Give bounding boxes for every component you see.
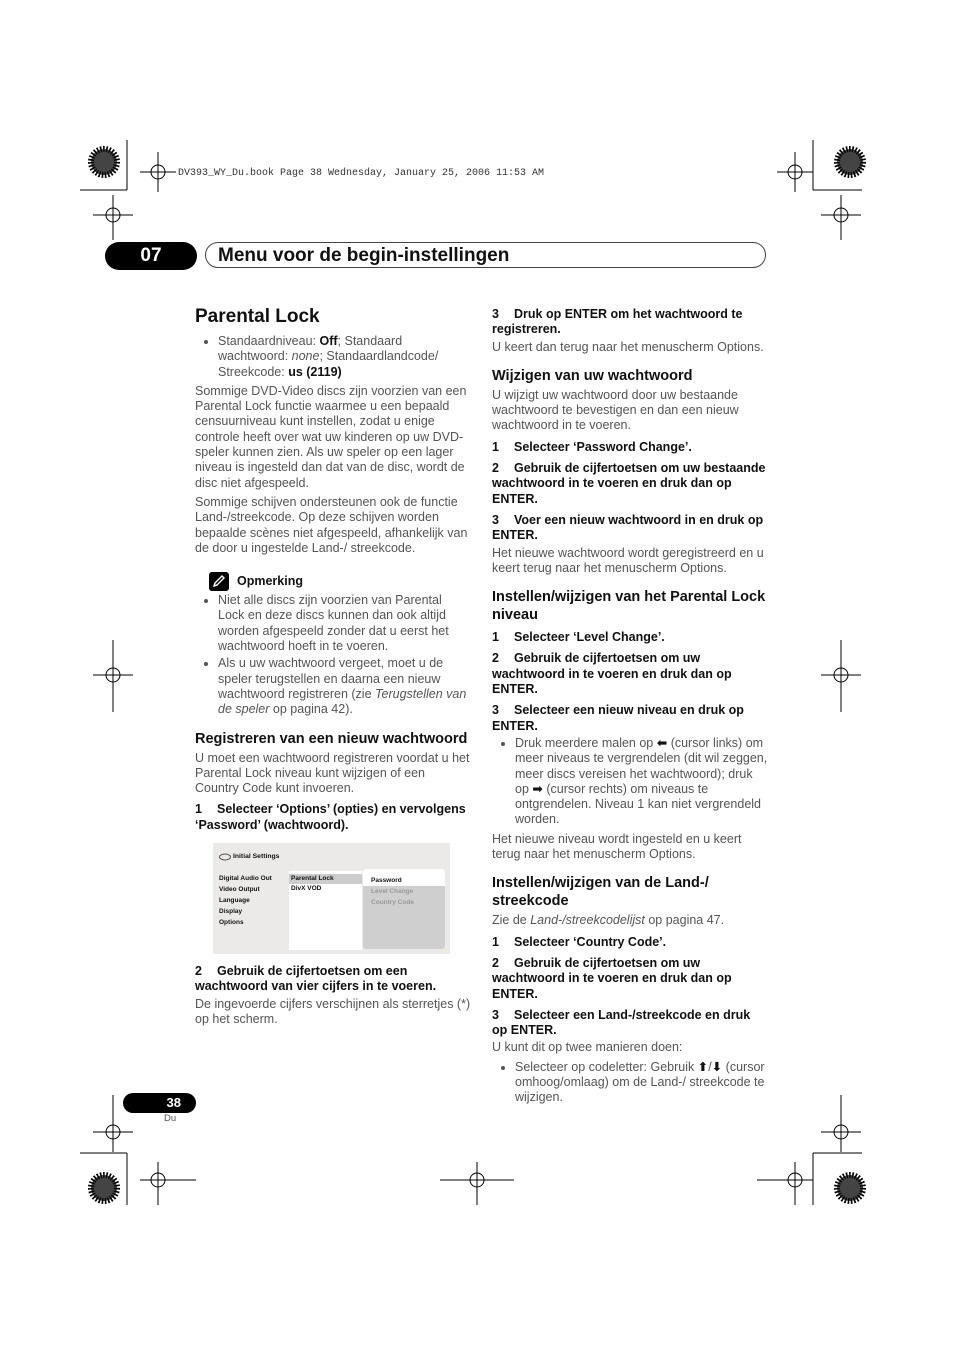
arrow-right-icon: ➡ bbox=[532, 781, 543, 796]
step bbox=[492, 440, 768, 455]
level-bullet bbox=[515, 736, 768, 828]
option-item: Level Change bbox=[371, 888, 414, 896]
submenu-item: Parental Lock bbox=[289, 874, 362, 884]
text: ; Standaard wachtwoord: bbox=[218, 334, 403, 364]
subheading-level: Instellen/wijzigen van het Parental Lock niveau bbox=[492, 589, 766, 624]
settings-screenshot bbox=[213, 843, 450, 954]
subheading-country: Instellen/wijzigen van de Land-/ streekcode bbox=[492, 875, 709, 910]
menu-item: Language bbox=[219, 897, 250, 905]
paragraph: Het nieuwe wachtwoord wordt geregistreerd en u keert terug naar het menuscherm Options. bbox=[492, 545, 764, 575]
step bbox=[492, 935, 768, 950]
chapter-number: 07 bbox=[105, 242, 197, 270]
step-number: 1 bbox=[492, 630, 499, 645]
step-number: 2 bbox=[195, 964, 202, 979]
step-text: Selecteer ‘Level Change’. bbox=[514, 630, 665, 645]
step-text: Gebruik de cijfertoetsen om uw wachtwoord in te voeren en druk dan op ENTER. bbox=[492, 651, 732, 697]
note-item: • Niet alle discs zijn voorzien van Parental Lock en deze discs kunnen dan ook altijd worden afgespeeld zonder dat u eerst het wachtwoord hoeft in te voeren. bbox=[218, 593, 471, 654]
step-text: Gebruik de cijfertoetsen om uw wachtwoord in te voeren en druk dan op ENTER. bbox=[492, 955, 732, 1001]
option-item: Country Code bbox=[371, 899, 414, 907]
step-number: 3 bbox=[492, 1007, 499, 1022]
step-text: Selecteer een Land-/streekcode en druk op ENTER. bbox=[492, 1007, 751, 1038]
text: (cursor omhoog/omlaag) om de Land-/ streekcode te wijzigen. bbox=[515, 1059, 765, 1105]
defaults-list bbox=[195, 334, 471, 380]
paragraph: U wijzigt uw wachtwoord door uw bestaande wachtwoord te bevestigen en dan een nieuw wachtwoord in te voeren. bbox=[492, 387, 739, 433]
page-number: 38 bbox=[123, 1093, 196, 1113]
step-text: Gebruik de cijfertoetsen om een wachtwoord van vier cijfers in te voeren. bbox=[195, 964, 437, 994]
paragraph bbox=[492, 913, 768, 928]
paragraph: Het nieuwe niveau wordt ingesteld en u keert terug naar het menuscherm Options. bbox=[492, 831, 742, 862]
disc-icon bbox=[219, 853, 231, 861]
step-text: Druk op ENTER om het wachtwoord te registreren. bbox=[492, 307, 743, 337]
step-number: 2 bbox=[492, 651, 499, 666]
step-number: 3 bbox=[492, 307, 499, 321]
step bbox=[492, 1008, 768, 1039]
note-pencil-icon bbox=[209, 572, 229, 591]
note-item bbox=[218, 656, 471, 717]
link-reference: Land-/streekcodelijst bbox=[530, 913, 645, 928]
arrow-up-icon: ⬆ bbox=[697, 1059, 709, 1074]
submenu-item: DivX VOD bbox=[291, 885, 322, 893]
step-text: Voer een nieuw wachtwoord in en druk op ENTER. bbox=[492, 512, 764, 543]
note-title: Opmerking bbox=[237, 574, 303, 588]
step-number: 1 bbox=[492, 934, 499, 949]
paragraph: U keert dan terug naar het menuscherm Options. bbox=[492, 339, 764, 354]
text: (cursor links) om meer niveaus te vergrendelen (dit wil zeggen, meer discs vereisen het wachtwoord); druk op bbox=[515, 735, 768, 796]
note-heading bbox=[209, 572, 471, 591]
menu-item: Video Output bbox=[219, 886, 260, 894]
screen-title bbox=[219, 849, 279, 864]
note-list bbox=[195, 593, 471, 717]
text: Als u uw wachtwoord vergeet, moet u de speler terugstellen en daarna een nieuw wachtwoord registreren (zie bbox=[218, 656, 444, 701]
option-item: Password bbox=[363, 875, 445, 886]
subheading-change: Wijzigen van uw wachtwoord bbox=[492, 367, 693, 384]
bold-text: Off bbox=[319, 334, 338, 348]
chapter-title: Menu voor de begin-instellingen bbox=[205, 242, 766, 268]
step bbox=[492, 703, 768, 734]
paragraph: U moet een wachtwoord registreren voordat u het Parental Lock niveau kunt wijzigen of een Country Code kunt invoeren. bbox=[195, 750, 470, 796]
arrow-left-icon: ⬅ bbox=[656, 735, 668, 750]
step-number: 2 bbox=[492, 955, 499, 970]
paragraph: De ingevoerde cijfers verschijnen als sterretjes (*) op het scherm. bbox=[195, 996, 471, 1026]
step-number: 3 bbox=[492, 703, 499, 718]
step-text: Selecteer een nieuw niveau en druk op ENTER. bbox=[492, 703, 744, 733]
step bbox=[492, 956, 768, 1002]
country-bullet bbox=[515, 1060, 768, 1106]
step-number: 1 bbox=[492, 439, 499, 454]
country-list bbox=[492, 1060, 768, 1106]
bold-text: us (2119) bbox=[288, 364, 342, 379]
left-column bbox=[195, 300, 471, 1031]
level-list bbox=[492, 736, 768, 828]
header-info: DV393_WY_Du.book Page 38 Wednesday, January 25, 2006 11:53 AM bbox=[178, 168, 545, 179]
text: ; Standaardlandcode/ Streekcode: bbox=[218, 349, 439, 379]
step-text: Gebruik de cijfertoetsen om uw bestaande wachtwoord in te voeren en druk dan op ENTER. bbox=[492, 461, 766, 506]
arrow-down-icon: ⬇ bbox=[711, 1059, 723, 1074]
step-number: 2 bbox=[492, 461, 499, 476]
paragraph: Sommige DVD-Video discs zijn voorzien van een Parental Lock functie waarmee u een bepaald censuurniveau kunt instellen, zodat u enige controle heeft over wat uw kinderen op uw DVD-speler kunnen zien. Als uw speler op een lager niveau is ingesteld dan dat van de disc, wordt de disc niet afgespeeld. bbox=[195, 383, 467, 490]
menu-item: Display bbox=[219, 908, 243, 916]
text: / bbox=[708, 1059, 712, 1074]
step-number: 3 bbox=[492, 512, 499, 527]
paragraph: U kunt dit op twee manieren doen: bbox=[492, 1040, 683, 1055]
menu-list bbox=[217, 873, 289, 928]
text: Selecteer op codeletter: Gebruik bbox=[515, 1059, 698, 1074]
text: Druk meerdere malen op bbox=[515, 735, 657, 750]
text: Zie de bbox=[492, 913, 531, 928]
step bbox=[492, 307, 768, 338]
menu-item: Digital Audio Out bbox=[219, 875, 272, 883]
step-text: Selecteer ‘Country Code’. bbox=[514, 934, 667, 949]
right-column bbox=[492, 307, 768, 1110]
step bbox=[195, 802, 471, 833]
italic-text: none bbox=[291, 349, 320, 364]
page-language: Du bbox=[164, 1113, 177, 1124]
text: op pagina 42). bbox=[269, 702, 353, 717]
option-list bbox=[363, 869, 445, 949]
text: op pagina 47. bbox=[644, 913, 725, 928]
subheading-register: Registreren van een nieuw wachtwoord bbox=[195, 730, 468, 747]
step-number: 1 bbox=[195, 802, 202, 817]
step bbox=[492, 513, 768, 544]
submenu-list bbox=[289, 871, 362, 950]
link-reference: Terugstellen van de speler bbox=[218, 686, 467, 717]
step bbox=[195, 964, 471, 995]
screen-title-text: Initial Settings bbox=[233, 853, 280, 861]
menu-item: Options bbox=[219, 919, 244, 927]
step-text: Selecteer ‘Options’ (opties) en vervolgens ‘Password’ (wachtwoord). bbox=[195, 802, 466, 832]
step bbox=[492, 461, 768, 507]
text: Standaardniveau: bbox=[218, 334, 320, 348]
step bbox=[492, 651, 768, 697]
text: (cursor rechts) om niveaus te ontgrendelen. Niveau 1 kan niet vergrendeld worden. bbox=[515, 781, 762, 827]
paragraph: Sommige schijven ondersteunen ook de functie Land-/streekcode. Op deze schijven worden bepaalde scènes niet afgespeeld, afhankelijk van de door u ingestelde Land-/ streekcode. bbox=[195, 494, 468, 555]
step bbox=[492, 630, 768, 645]
section-title: Parental Lock bbox=[195, 306, 320, 327]
step-text: Selecteer ‘Password Change’. bbox=[514, 439, 692, 454]
defaults-bullet bbox=[218, 334, 471, 380]
